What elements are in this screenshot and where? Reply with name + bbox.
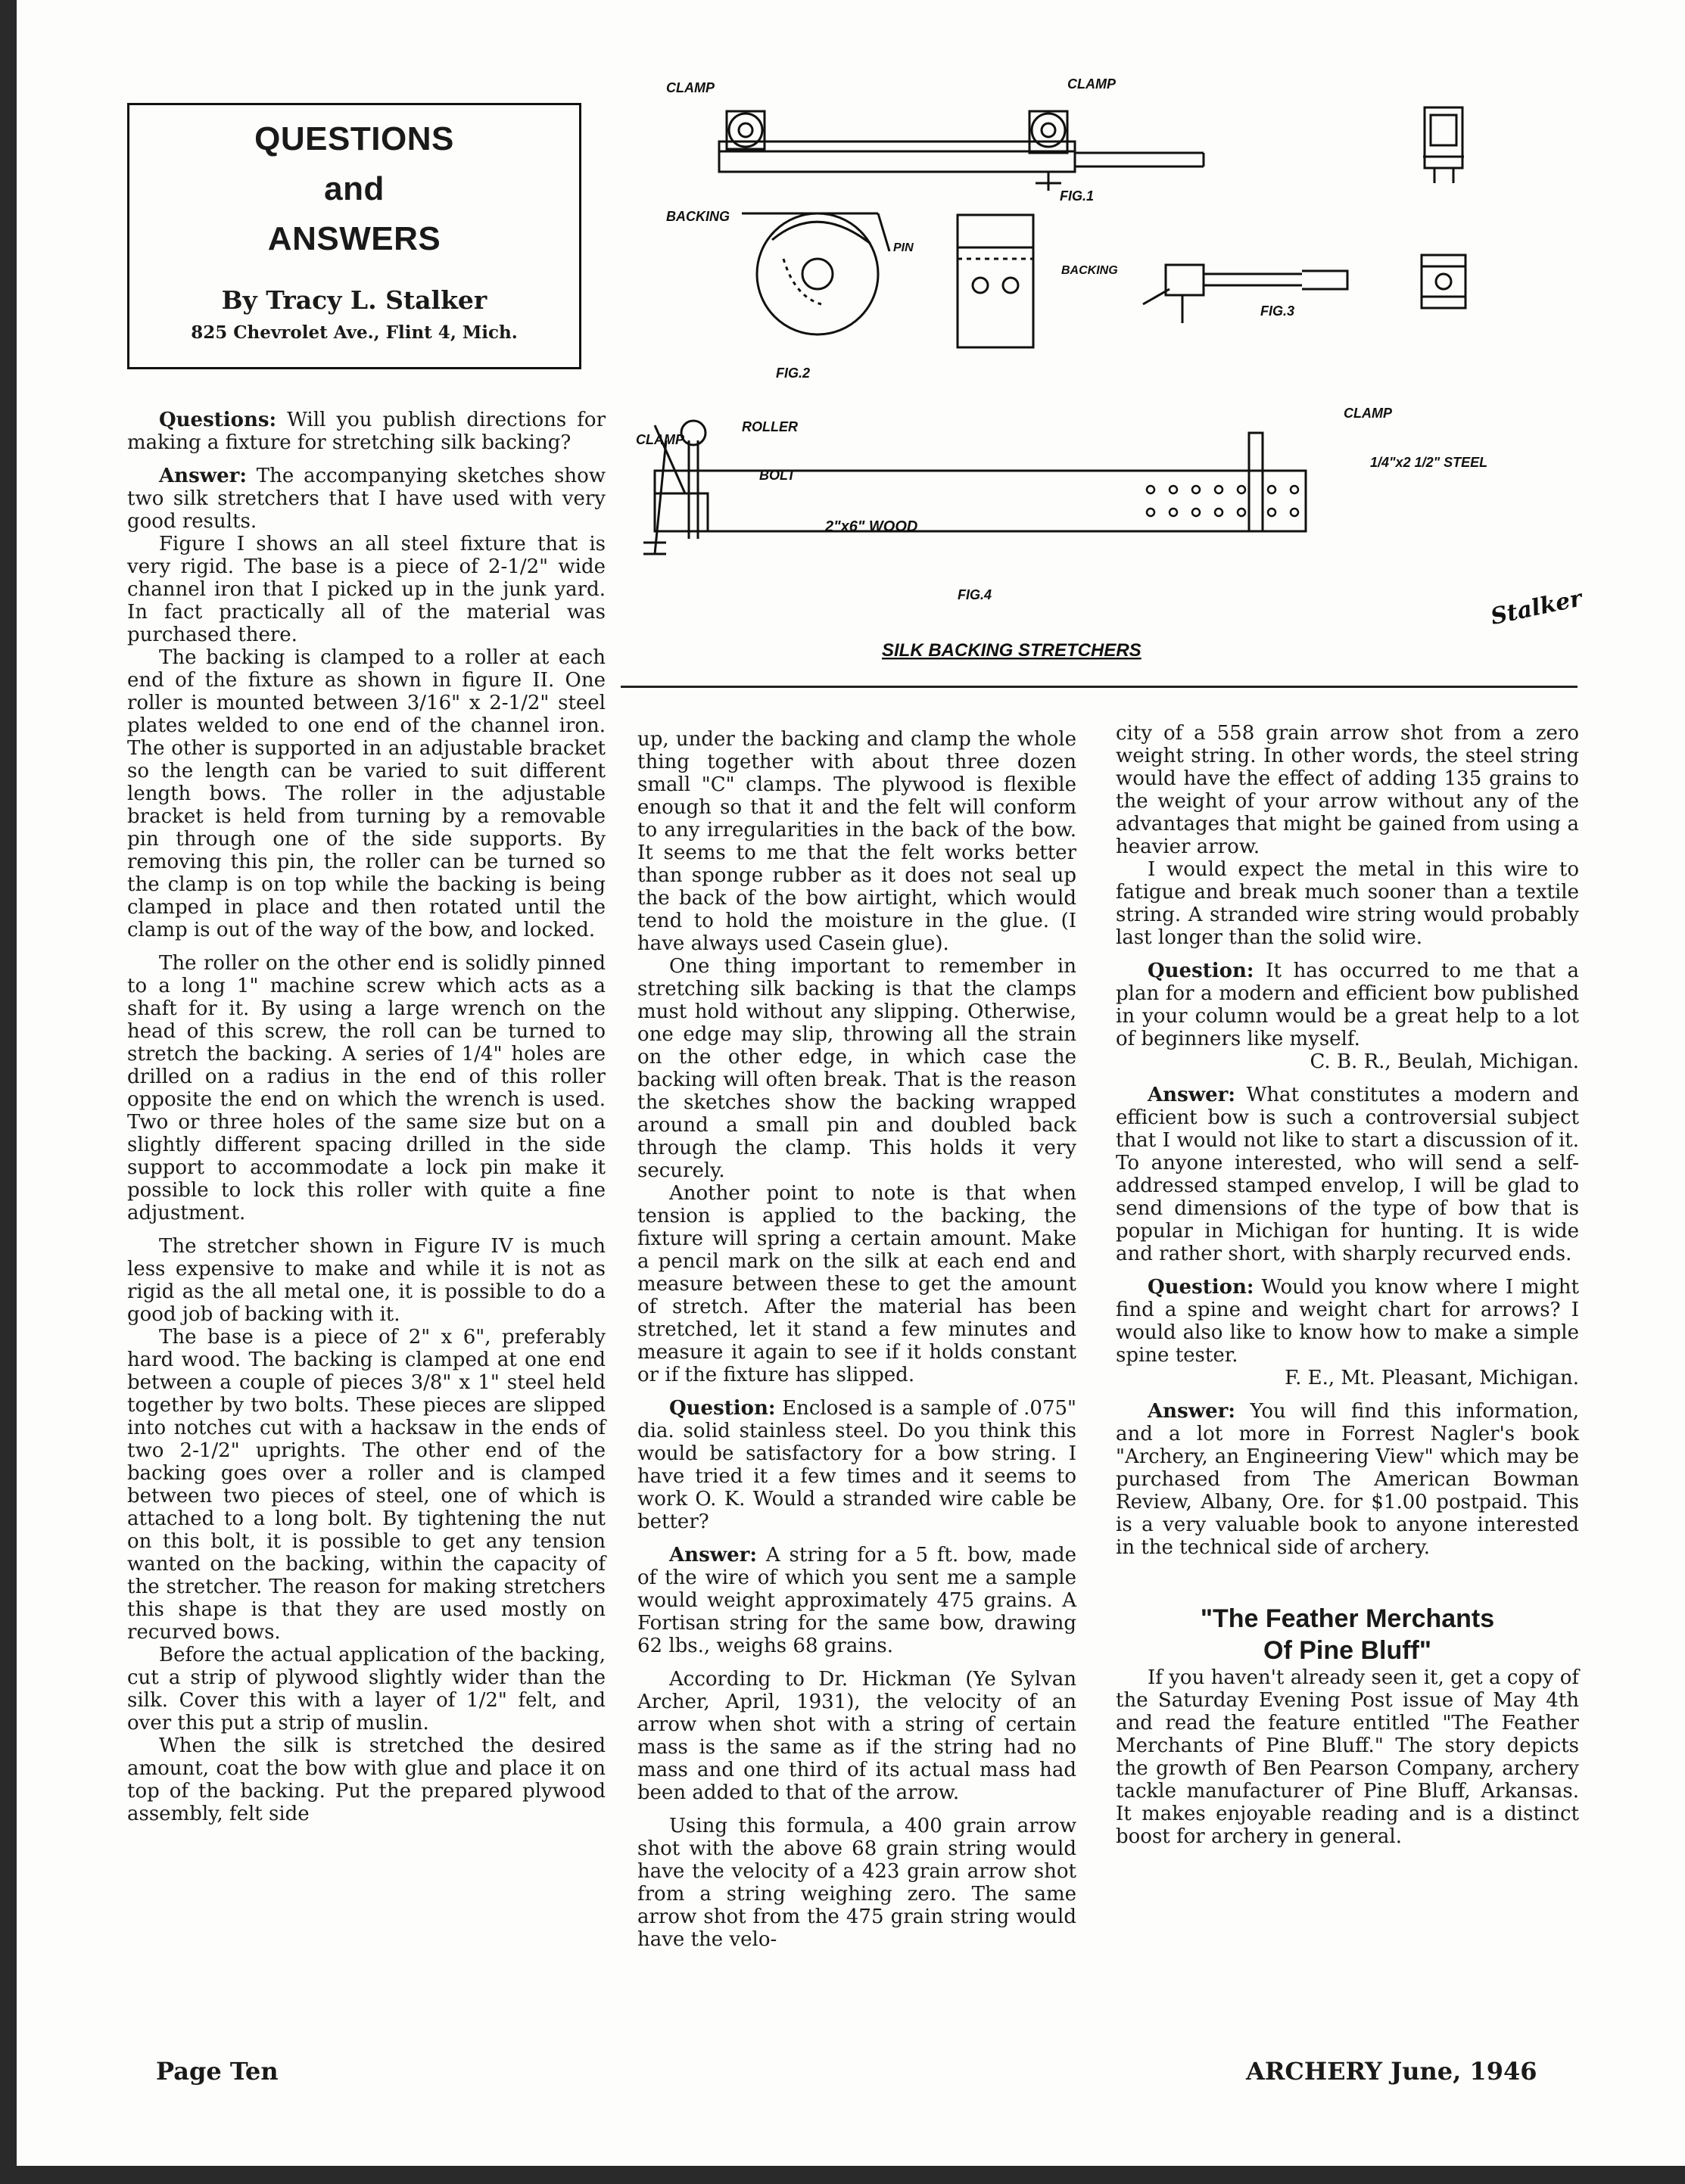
label-fig4: FIG.4 <box>958 587 992 602</box>
fig2-drawing <box>742 213 1033 347</box>
label-pin: PIN <box>893 241 914 254</box>
label-clamp-fig1-right: CLAMP <box>1067 76 1116 92</box>
paragraph: Figure I shows an all steel fixture that is very rigid. The base is a piece of 2-1/2" wide channel iron that I picked up in the junk yard. In fact practically all of the material was purchased there. <box>127 533 606 646</box>
paragraph-text: Would you know where I might find a spine and weight chart for arrows? I would also like to know how to make a simple spine tester. <box>1116 1276 1579 1367</box>
paragraph <box>127 465 606 533</box>
author-address: 825 Chevrolet Ave., Flint 4, Mich. <box>191 322 518 343</box>
paragraph: city of a 558 grain arrow shot from a zero weight string. In other words, the steel string would have the effect of adding 135 grains to the weight of your arrow without any of the advantages that might be gained from using a heavier arrow. <box>1116 722 1579 858</box>
column-header-box <box>127 103 581 369</box>
scan-edge-bottom <box>0 2166 1685 2184</box>
paragraph: The roller on the other end is solidly pinned to a long 1" machine screw which acts as a shaft for it. By using a large wrench on the head of this screw, the roll can be turned to stretch the backing. A series of 1/4" holes are drilled on a radius in the end of this roller opposite the end on which the wrench is used. Two or three holes of the same size but on a slightly different spacing drilled in the side support to accommodate a lock pin make it possible to lock this roller with quite a fine adjustment. <box>127 952 606 1224</box>
label-wood: 2"x6" WOOD <box>825 518 918 535</box>
paragraph <box>1116 960 1579 1050</box>
paragraph <box>637 1397 1076 1533</box>
paragraph: One thing important to remember in stretching silk backing is that the clamps must hold without any slipping. Otherwise, one edge may slip, throwing all the strain on the other edge, in which case the backing will often break. That is the reason the sketches show the backing wrapped around a small pin and doubled back through the clamp. This holds it very securely. <box>637 955 1076 1182</box>
label-backing-fig3: BACKING <box>1061 264 1118 277</box>
label-clamp-fig1: CLAMP <box>666 80 715 95</box>
label-clamp-fig4: CLAMP <box>636 432 684 447</box>
title-line: QUESTIONS <box>254 120 454 157</box>
magazine-issue: ARCHERY June, 1946 <box>1246 2057 1537 2086</box>
paragraph: I would expect the metal in this wire to fatigue and break much sooner than a textile string. A stranded wire string would probably last longer than the solid wire. <box>1116 858 1579 949</box>
label-clamp-fig4-right: CLAMP <box>1344 406 1392 421</box>
paragraph: When the silk is stretched the desired amount, coat the bow with glue and place it on top of the backing. Put the prepared plywood assembly, felt side <box>127 1734 606 1825</box>
paragraph: Before the actual application of the backing, cut a strip of plywood slightly wider than the silk. Cover this with a layer of 1/2" felt, and over this put a strip of muslin. <box>127 1644 606 1734</box>
label-fig2: FIG.2 <box>776 366 811 381</box>
title-line: and <box>324 170 385 207</box>
paragraph <box>637 1544 1076 1657</box>
paragraph-text: The accompanying sketches show two silk stretchers that I have used with very good results. <box>127 465 606 533</box>
paragraph-text: What constitutes a modern and efficient bow is such a controversial subject that I would not like to start a discussion of it. To anyone interested, who will send a self-addressed stamped envelop, I will be glad to send dimensions of the type of bow that is popular in Michigan for hunting. It is wide and rather short, with sharply recurved ends. <box>1116 1084 1579 1265</box>
paragraph-label: Questions: <box>159 409 277 431</box>
paragraph <box>1116 1400 1579 1559</box>
reader-signature: F. E., Mt. Pleasant, Michigan. <box>1285 1367 1579 1389</box>
figure-caption: SILK BACKING STRETCHERS <box>882 640 1142 661</box>
fig1-drawing <box>719 107 1464 191</box>
paragraph-text: Will you publish directions for making a fixture for stretching silk backing? <box>127 409 606 454</box>
paragraph <box>127 409 606 454</box>
paragraph: According to Dr. Hickman (Ye Sylvan Archer, April, 1931), the velocity of an arrow when shot with a string of certain mass is the same as if the string had no mass and one third of its actual mass had been added to that of the arrow. <box>637 1668 1076 1804</box>
silk-backing-stretchers-figure <box>621 70 1590 675</box>
label-bolt: BOLT <box>759 468 796 483</box>
byline: By Tracy L. Stalker <box>221 285 487 315</box>
paragraph-label: Answer: <box>669 1544 757 1566</box>
fig3-drawing <box>1143 255 1465 323</box>
label-backing: BACKING <box>666 209 730 224</box>
paragraph-label: Answer: <box>1148 1084 1235 1106</box>
article-column-2 <box>637 728 1076 1951</box>
fig4-drawing <box>643 421 1306 554</box>
column-title <box>129 114 579 264</box>
label-fig3: FIG.3 <box>1260 303 1295 319</box>
feature-title-line: Of Pine Bluff" <box>1263 1636 1431 1665</box>
page-number: Page Ten <box>156 2057 279 2086</box>
paragraph: Another point to note is that when tension is applied to the backing, the fixture will spring a certain amount. Make a pencil mark on the silk at each end and measure between these to get the amount of stretch. After the material has been stretched, let it stand a few minutes and measure it again to see if it holds constant or if the fixture has slipped. <box>637 1182 1076 1386</box>
label-steel: 1/4"x2 1/2" STEEL <box>1370 455 1488 470</box>
paragraph-label: Question: <box>1148 1276 1254 1299</box>
reader-signature: C. B. R., Beulah, Michigan. <box>1310 1050 1579 1073</box>
artist-signature: Stalker <box>1488 585 1584 631</box>
paragraph-text: Enclosed is a sample of .075" dia. solid stainless steel. Do you think this would be satisfactory for a bow string. I have tried it a few times and it seems to work O. K. Would a stranded wire cable be better? <box>637 1397 1076 1533</box>
article-column-3 <box>1116 722 1579 1848</box>
feature-title <box>1116 1603 1579 1666</box>
paragraph-text: It has occurred to me that a plan for a modern and efficient bow published in your column would be a great help to a lot of beginners like myself. <box>1116 960 1579 1050</box>
paragraph-text: A string for a 5 ft. bow, made of the wire of which you sent me a sample would weight approximately 475 grains. A Fortisan string for the same bow, drawing 62 lbs., weighs 68 grains. <box>637 1544 1076 1657</box>
figure-divider-rule <box>621 686 1578 688</box>
paragraph-label: Question: <box>669 1397 776 1420</box>
paragraph-text: You will find this information, and a lot more in Forrest Nagler's book "Archery, an Engineering View" which may be purchased from The American Bowman Review, Albany, Ore. for $1.00 postpaid. This is a very valuable book to anyone interested in the technical side of archery. <box>1116 1400 1579 1559</box>
paragraph-label: Question: <box>1148 960 1254 982</box>
label-fig1: FIG.1 <box>1060 188 1095 204</box>
paragraph: The base is a piece of 2" x 6", preferably hard wood. The backing is clamped at one end between a couple of pieces 3/8" x 1" steel held together by two bolts. These pieces are slipped into notches cut with a hacksaw in the ends of two 2-1/2" uprights. The other end of the backing goes over a roller and is clamped between two pieces of steel, one of which is attached to a long bolt. By tightening the nut on this bolt, it is possible to get any tension wanted on the backing, within the capacity of the stretcher. The reason for making stretchers this shape is that they are used mostly on recurved bows. <box>127 1326 606 1644</box>
paragraph: Using this formula, a 400 grain arrow shot with the above 68 grain string would have the velocity of a 423 grain arrow shot from a string weighing zero. The same arrow shot from the 475 grain string would have the velo- <box>637 1815 1076 1951</box>
paragraph <box>1116 1276 1579 1367</box>
paragraph: The backing is clamped to a roller at each end of the fixture as shown in figure II. One roller is mounted between 3/16" x 2-1/2" steel plates welded to one end of the channel iron. The other is supported in an adjustable bracket so the length can be varied to suit different length bows. The roller in the adjustable bracket is held from turning by a removable pin through one of the side supports. By removing this pin, the roller can be turned so the clamp is on top while the backing is being clamped in place and then rotated until the clamp is out of the way of the bow, and locked. <box>127 646 606 941</box>
label-roller: ROLLER <box>742 419 798 434</box>
paragraph: up, under the backing and clamp the whole thing together with about three dozen small "C" clamps. The plywood is flexible enough so that it and the felt will conform to any irregularities in the back of the bow. It seems to me that the felt works better than sponge rubber as it does not seal up the back of the bow airtight, which would tend to hold the moisture in the glue. (I have always used Casein glue). <box>637 728 1076 955</box>
feature-body: If you haven't already seen it, get a copy of the Saturday Evening Post issue of May 4th and read the feature entitled "The Feather Merchants of Pine Bluff." The story depicts the growth of Ben Pearson Company, archery tackle manufacturer of Pine Bluff, Arkansas. It makes enjoyable reading and is a distinct boost for archery in general. <box>1116 1666 1579 1848</box>
scan-edge-left <box>0 0 17 2184</box>
article-column-1 <box>127 409 606 1825</box>
feature-title-line: "The Feather Merchants <box>1200 1604 1495 1633</box>
paragraph-label: Answer: <box>1148 1400 1235 1423</box>
title-line: ANSWERS <box>267 220 441 257</box>
paragraph: The stretcher shown in Figure IV is much less expensive to make and while it is not as rigid as the all metal one, it is possible to do a good job of backing with it. <box>127 1235 606 1326</box>
paragraph-label: Answer: <box>159 465 247 487</box>
paragraph <box>1116 1084 1579 1265</box>
